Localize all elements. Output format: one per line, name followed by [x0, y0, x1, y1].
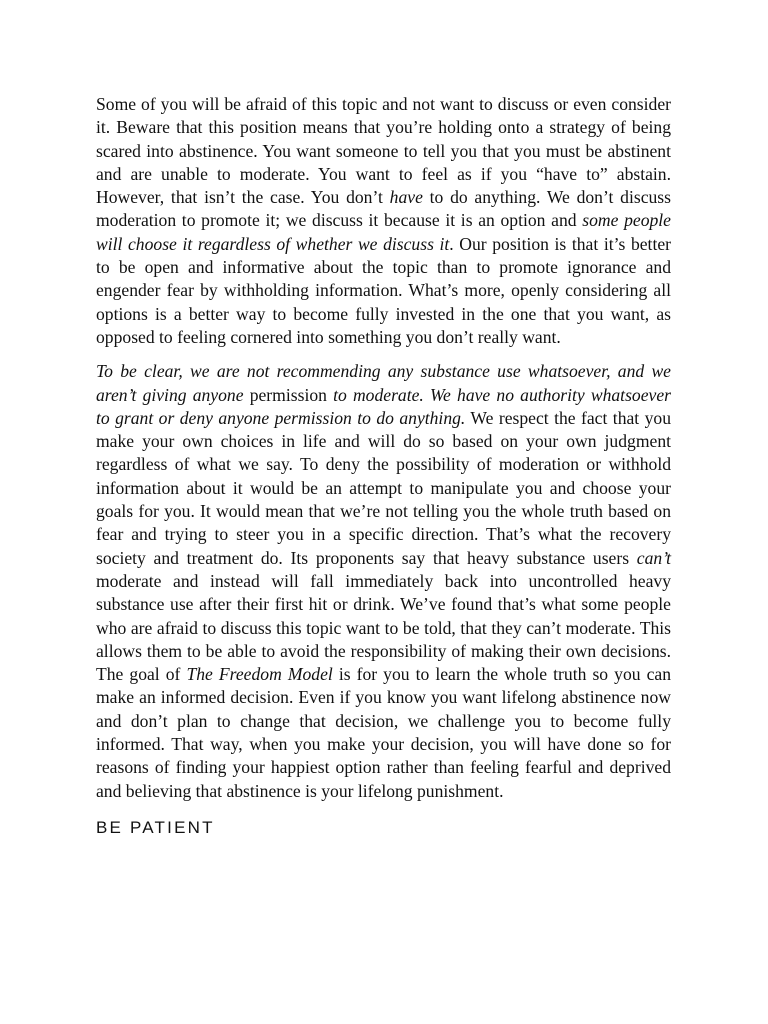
- paragraph-1-run-5: . Our position is that it’s better to be open and informative about the topic than to promote ignorance and engender fear by withholding information. What’s more, openly considering all options is a better way to become fully invested in the one that you want, as opposed to feeling cornered into something you don’t really want.: [96, 233, 672, 347]
- paragraph-2-run-5: can’t: [636, 547, 671, 568]
- paragraph-2: [96, 360, 671, 803]
- paragraph-2-run-1: To be clear, we are not recommending any substance use whatsoever, and we aren’t giving anyone: [96, 361, 671, 405]
- paragraph-2-run-6: moderate and instead will fall immediately back into uncontrolled heavy substance use after their first hit or drink. We’ve found that’s what some people who are afraid to discuss this topic want to be told, that they can’t moderate. This allows them to be able to avoid the responsibility of making their own decisions. The goal of: [96, 570, 671, 685]
- document-page: [96, 93, 671, 840]
- paragraph-1-run-3: to do anything. We don’t discuss moderation to promote it; we discuss it because it is an option and: [96, 187, 671, 231]
- paragraph-1-run-1: Some of you will be afraid of this topic and not want to discuss or even consider it. Beware that this position means that you’re holding onto a strategy of being scared into abstinence. You want someone to tell you that you must be abstinent and are unable to moderate. You want to feel as if you “have to” abstain. However, that isn’t the case. You don’t: [96, 94, 671, 208]
- paragraph-2-run-3: to moderate. We have no authority whatsoever to grant or deny anyone permission to do anything.: [96, 384, 671, 428]
- section-heading: BE PATIENT: [96, 817, 215, 837]
- paragraph-1-run-2: have: [389, 187, 423, 208]
- paragraph-2-run-2: permission: [243, 384, 334, 405]
- paragraph-1-run-4: some people will choose it regardless of whether we discuss it: [96, 210, 671, 254]
- paragraph-2-run-8: is for you to learn the whole truth so you can make an informed decision. Even if you know you want lifelong abstinence now and don’t plan to change that decision, we challenge you to become fully informed. That way, when you make your decision, you will have done so for reasons of finding your happiest option rather than feeling fearful and deprived and believing that abstinence is your lifelong punishment.: [96, 664, 672, 801]
- paragraph-2-run-4: We respect the fact that you make your own choices in life and will do so based on your own judgment regardless of what we say. To deny the possibility of moderation or withhold information about it would be an attempt to manipulate you and choose your goals for you. It would mean that we’re not telling you the whole truth based on fear and trying to steer you in a specific direction. That’s what the recovery society and treatment do. Its proponents say that heavy substance users: [96, 407, 671, 568]
- paragraph-2-run-7: The Freedom Model: [186, 664, 333, 685]
- paragraph-1: [96, 93, 671, 349]
